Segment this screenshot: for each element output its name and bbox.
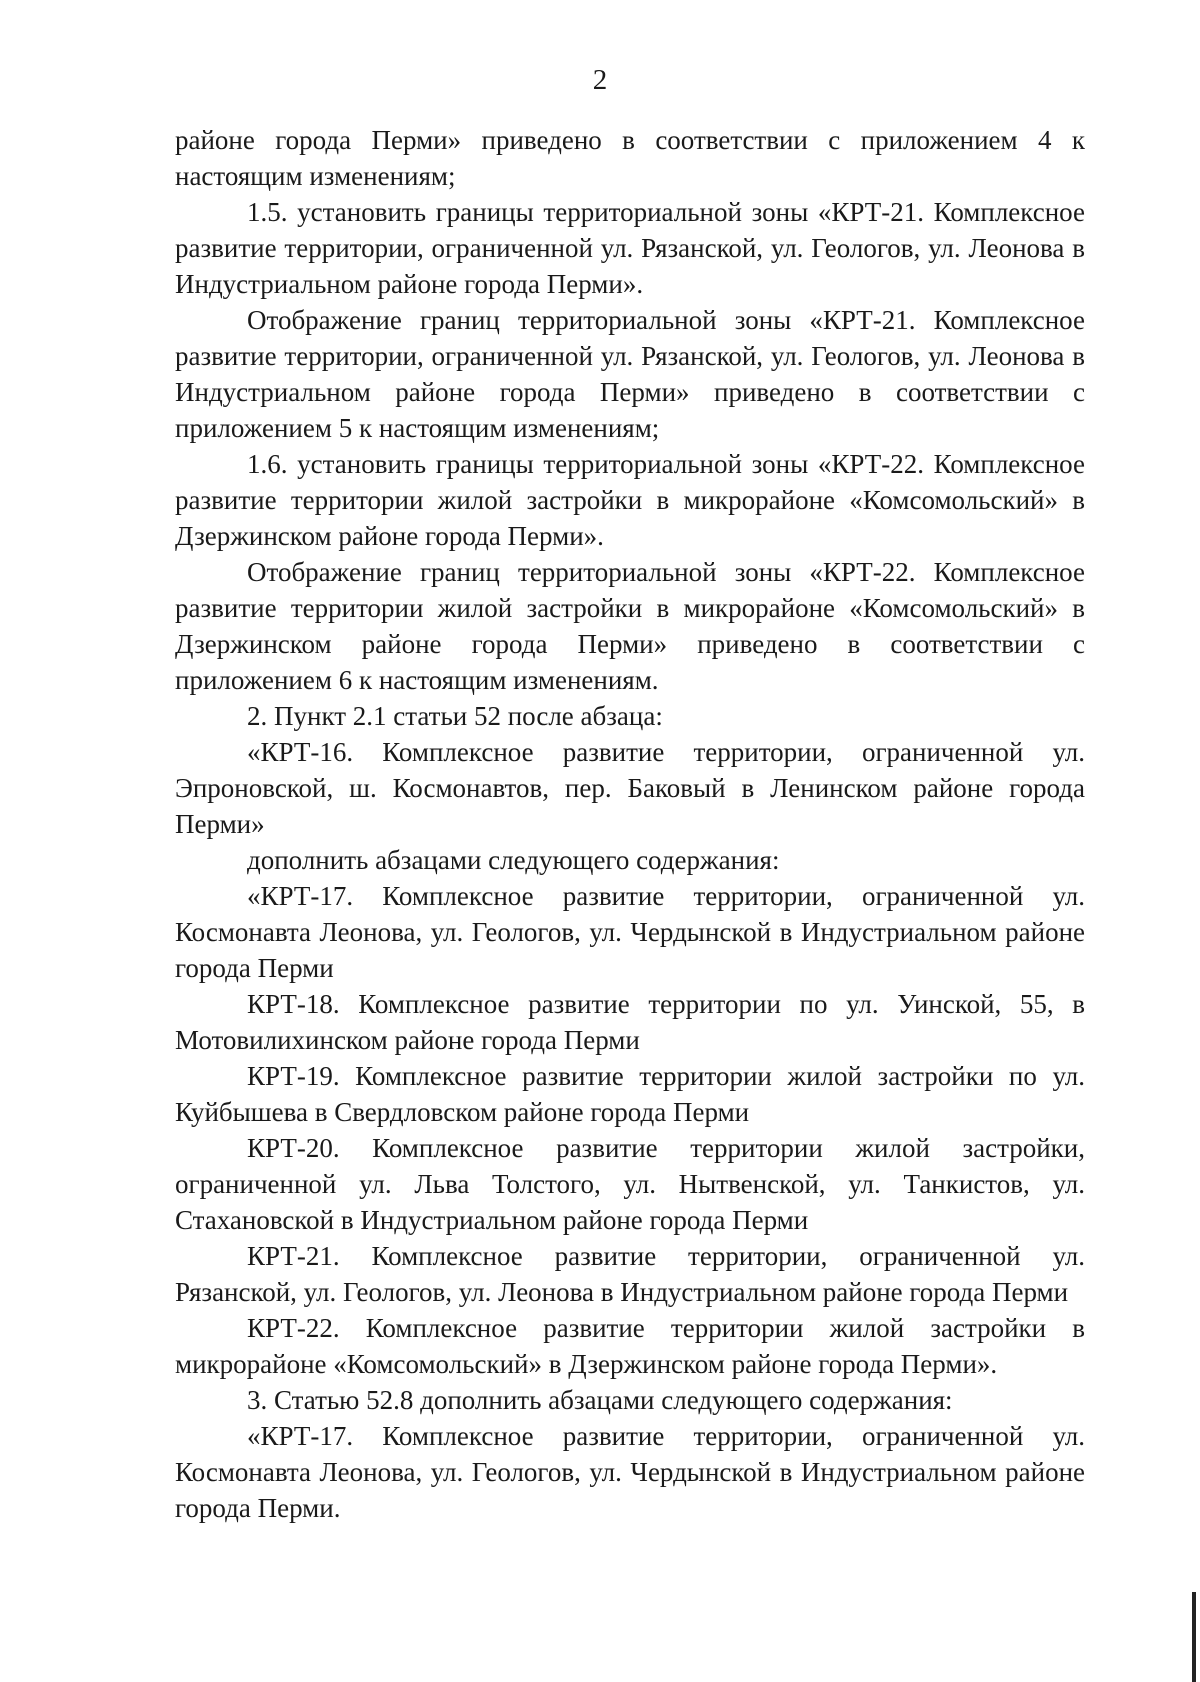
paragraph-krt-16: «КРТ-16. Комплексное развитие территории, ограниченной ул. Эпроновской, ш. Космонавтов, пер. Баковый в Ленинском районе города Перми» [175, 737, 1085, 839]
paragraph-krt-17: «КРТ-17. Комплексное развитие территории, ограниченной ул. Космонавта Леонова, ул. Геологов, ул. Чердынской в Индустриальном районе города Перми [175, 881, 1085, 983]
page-number: 2 [592, 64, 608, 96]
paragraph-3: 3. Статью 52.8 дополнить абзацами следующего содержания: [247, 1385, 953, 1415]
paragraph-krt-17-article: «КРТ-17. Комплексное развитие территории, ограниченной ул. Космонавта Леонова, ул. Геологов, ул. Чердынской в Индустриальном районе города Перми. [175, 1421, 1085, 1523]
paragraph: дополнить абзацами следующего содержания: [247, 845, 780, 875]
paragraph: Отображение границ территориальной зоны «КРТ-22. Комплексное развитие территории жилой застройки в микрорайоне «Комсомольский» в Дзержинском районе города Перми» приведено в соответствии с приложением 6 к настоящим изменениям. [175, 557, 1085, 695]
paragraph-krt-18: КРТ-18. Комплексное развитие территории по ул. Уинской, 55, в Мотовилихинском районе города Перми [175, 989, 1085, 1055]
document-body [175, 122, 1085, 1526]
scan-edge-mark [1192, 1592, 1196, 1682]
paragraph-2: 2. Пункт 2.1 статьи 52 после абзаца: [247, 701, 663, 731]
paragraph-krt-21: КРТ-21. Комплексное развитие территории, ограниченной ул. Рязанской, ул. Геологов, ул. Леонова в Индустриальном районе города Перми [175, 1241, 1085, 1307]
paragraph-krt-20: КРТ-20. Комплексное развитие территории жилой застройки, ограниченной ул. Льва Толстого, ул. Нытвенской, ул. Танкистов, ул. Стахановской в Индустриальном районе города Перми [175, 1133, 1085, 1235]
paragraph-1-5: 1.5. установить границы территориальной зоны «КРТ-21. Комплексное развитие территории, ограниченной ул. Рязанской, ул. Геологов, ул. Леонова в Индустриальном районе города Перми». [175, 197, 1085, 299]
paragraph-krt-19: КРТ-19. Комплексное развитие территории жилой застройки по ул. Куйбышева в Свердловском районе города Перми [175, 1061, 1085, 1127]
paragraph-1-6: 1.6. установить границы территориальной зоны «КРТ-22. Комплексное развитие территории жилой застройки в микрорайоне «Комсомольский» в Дзержинском районе города Перми». [175, 449, 1085, 551]
paragraph: Отображение границ территориальной зоны «КРТ-21. Комплексное развитие территории, ограниченной ул. Рязанской, ул. Геологов, ул. Леонова в Индустриальном районе города Перми» приведено в соответствии с приложением 5 к настоящим изменениям; [175, 305, 1085, 443]
paragraph: районе города Перми» приведено в соответствии с приложением 4 к настоящим изменениям; [175, 125, 1085, 191]
paragraph-krt-22: КРТ-22. Комплексное развитие территории жилой застройки в микрорайоне «Комсомольский» в Дзержинском районе города Перми». [175, 1313, 1085, 1379]
